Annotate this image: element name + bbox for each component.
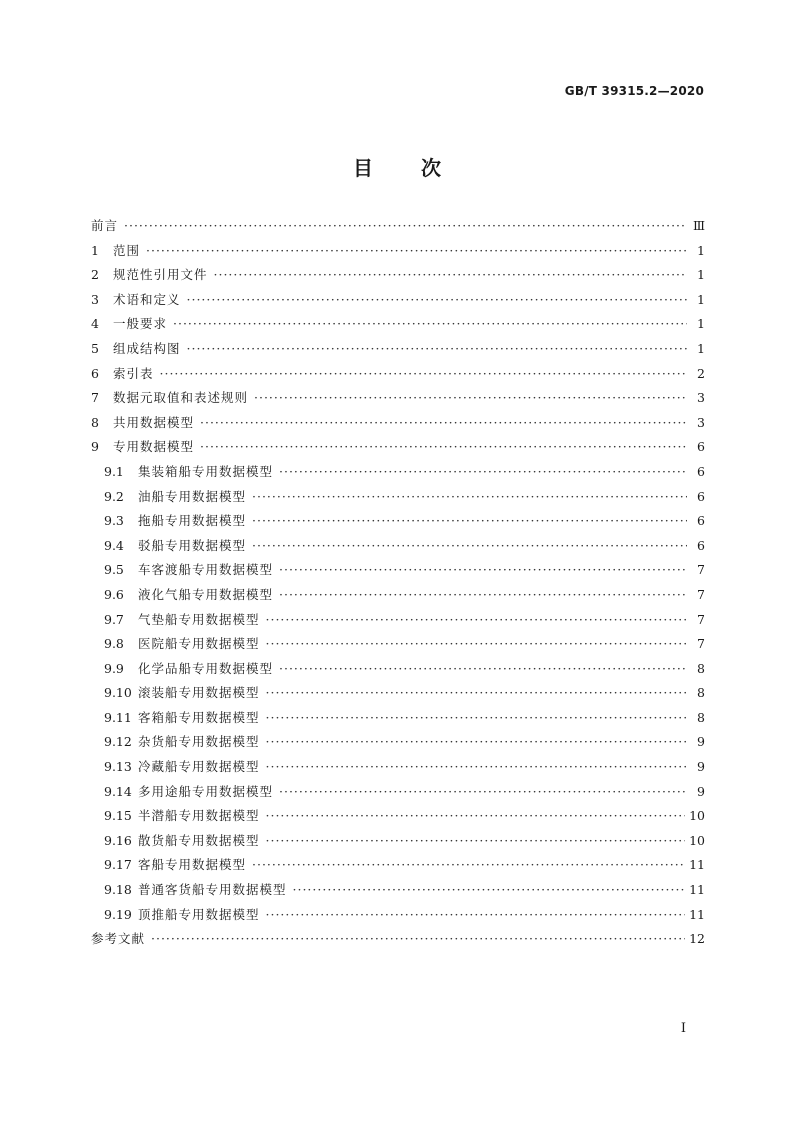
toc-leader-dots <box>266 755 687 780</box>
toc-entry-number: 9.18 <box>104 882 132 898</box>
toc-entry[interactable] <box>91 558 705 583</box>
toc-entry-label: 杂货船专用数据模型 <box>138 734 260 750</box>
toc-entry[interactable] <box>91 755 705 780</box>
toc-entry-page: 1 <box>697 291 705 307</box>
toc-entry-number: 1 <box>91 242 99 258</box>
toc-entry-number: 9 <box>91 439 99 455</box>
toc-entry-page: 11 <box>689 882 705 898</box>
toc-entry-label: 范围 <box>113 242 141 258</box>
toc-entry-label: 化学品船专用数据模型 <box>138 660 274 676</box>
toc-entry-number: 9.1 <box>104 463 124 479</box>
toc-leader-dots <box>146 239 687 264</box>
toc-entry[interactable] <box>91 903 705 928</box>
toc-entry-number: 9.14 <box>104 783 132 799</box>
toc-entry-label: 客船专用数据模型 <box>138 857 247 873</box>
toc-entry-number: 9.6 <box>104 586 124 602</box>
toc-entry[interactable] <box>91 927 705 952</box>
toc-entry-number: 9.8 <box>104 636 124 652</box>
toc-entry[interactable] <box>91 485 705 510</box>
page-title-char-1: 目 <box>353 156 373 180</box>
toc-leader-dots <box>252 485 687 510</box>
toc-leader-dots <box>266 730 687 755</box>
toc-entry[interactable] <box>91 583 705 608</box>
toc-entry-page: 9 <box>697 783 705 799</box>
toc-entry[interactable] <box>91 804 705 829</box>
toc-entry-number: 9.4 <box>104 537 124 553</box>
toc-entry-number: 9.2 <box>104 488 124 504</box>
toc-entry[interactable] <box>91 509 705 534</box>
toc-entry-label: 数据元取值和表述规则 <box>113 390 249 406</box>
toc-entry[interactable] <box>91 681 705 706</box>
toc-entry-label: 油船专用数据模型 <box>138 488 247 504</box>
toc-entry-label: 规范性引用文件 <box>113 267 208 283</box>
toc-leader-dots <box>266 706 687 731</box>
toc-entry-number: 4 <box>91 316 99 332</box>
standard-code: GB/T 39315.2—2020 <box>564 84 704 98</box>
toc-entry-page: 8 <box>697 685 705 701</box>
toc-leader-dots <box>266 829 686 854</box>
toc-entry-label: 顶推船专用数据模型 <box>138 906 260 922</box>
toc-entry-page: 11 <box>689 857 705 873</box>
toc-entry-label: 半潜船专用数据模型 <box>138 808 260 824</box>
toc-entry-label: 参考文献 <box>91 931 146 947</box>
toc-entry-label: 索引表 <box>113 365 154 381</box>
toc-leader-dots <box>293 878 686 903</box>
toc-entry-page: 6 <box>697 463 705 479</box>
toc-entry-label: 滚装船专用数据模型 <box>138 685 260 701</box>
toc-entry-page: 1 <box>697 267 705 283</box>
toc-leader-dots <box>266 681 687 706</box>
toc-entry-number: 9.17 <box>104 857 132 873</box>
toc-entry-number: 2 <box>91 267 99 283</box>
toc-entry-number: 9.9 <box>104 660 124 676</box>
toc-entry-number: 9.12 <box>104 734 132 750</box>
toc-entry-label: 散货船专用数据模型 <box>138 832 260 848</box>
toc-entry-page: 9 <box>697 759 705 775</box>
toc-entry-number: 7 <box>91 390 99 406</box>
toc-entry-page: 7 <box>697 611 705 627</box>
toc-entry-number: 6 <box>91 365 99 381</box>
toc-entry-page: 7 <box>697 586 705 602</box>
toc-entry-number: 9.11 <box>104 709 132 725</box>
toc-leader-dots <box>124 214 687 239</box>
toc-leader-dots <box>279 583 687 608</box>
toc-entry-page: 1 <box>697 340 705 356</box>
toc-entry-number: 9.15 <box>104 808 132 824</box>
toc-entry-label: 普通客货船专用数据模型 <box>138 882 287 898</box>
toc-entry-number: 3 <box>91 291 99 307</box>
page-number: I <box>680 1021 686 1036</box>
table-of-contents <box>91 214 705 952</box>
toc-entry-page: 1 <box>697 316 705 332</box>
toc-entry-number: 9.16 <box>104 832 132 848</box>
toc-entry-page: 8 <box>697 709 705 725</box>
toc-leader-dots <box>200 435 687 460</box>
toc-entry-page: 8 <box>697 660 705 676</box>
toc-entry-page: 6 <box>697 439 705 455</box>
toc-entry-label: 术语和定义 <box>113 291 181 307</box>
toc-entry[interactable] <box>91 362 705 387</box>
toc-leader-dots <box>151 927 685 952</box>
toc-entry-label: 气垫船专用数据模型 <box>138 611 260 627</box>
toc-entry-number: 9.19 <box>104 906 132 922</box>
toc-entry[interactable] <box>91 239 705 264</box>
toc-entry[interactable] <box>91 263 705 288</box>
toc-leader-dots <box>266 632 687 657</box>
toc-entry-number: 5 <box>91 340 99 356</box>
toc-entry[interactable] <box>91 730 705 755</box>
toc-entry-label: 多用途船专用数据模型 <box>138 783 274 799</box>
toc-entry[interactable] <box>91 829 705 854</box>
toc-entry[interactable] <box>91 214 705 239</box>
toc-entry-label: 车客渡船专用数据模型 <box>138 562 274 578</box>
toc-entry-label: 医院船专用数据模型 <box>138 636 260 652</box>
toc-entry-page: 9 <box>697 734 705 750</box>
toc-entry[interactable] <box>91 288 705 313</box>
toc-leader-dots <box>187 337 687 362</box>
toc-leader-dots <box>252 534 687 559</box>
toc-entry-label: 拖船专用数据模型 <box>138 513 247 529</box>
toc-leader-dots <box>200 411 687 436</box>
toc-leader-dots <box>254 386 687 411</box>
page-title-char-2: 次 <box>421 156 441 180</box>
toc-entry-label: 冷藏船专用数据模型 <box>138 759 260 775</box>
toc-leader-dots <box>252 509 687 534</box>
toc-entry[interactable] <box>91 853 705 878</box>
toc-entry-number: 8 <box>91 414 99 430</box>
toc-leader-dots <box>252 853 685 878</box>
toc-leader-dots <box>214 263 687 288</box>
toc-entry[interactable] <box>91 780 705 805</box>
toc-entry[interactable] <box>91 608 705 633</box>
toc-entry-label: 液化气船专用数据模型 <box>138 586 274 602</box>
toc-entry-label: 一般要求 <box>113 316 168 332</box>
toc-entry-number: 9.7 <box>104 611 124 627</box>
toc-entry-label: 驳船专用数据模型 <box>138 537 247 553</box>
toc-leader-dots <box>279 657 687 682</box>
toc-leader-dots <box>266 608 687 633</box>
toc-entry-page: 7 <box>697 636 705 652</box>
toc-entry-page: 3 <box>697 390 705 406</box>
toc-entry-page: 12 <box>689 931 705 947</box>
toc-entry-page: 3 <box>697 414 705 430</box>
toc-entry[interactable] <box>91 657 705 682</box>
toc-entry-page: Ⅲ <box>692 218 705 233</box>
toc-entry[interactable] <box>91 534 705 559</box>
toc-entry[interactable] <box>91 632 705 657</box>
toc-entry-page: 11 <box>689 906 705 922</box>
page-title <box>0 152 794 181</box>
toc-entry[interactable] <box>91 312 705 337</box>
toc-leader-dots <box>279 780 687 805</box>
toc-entry-number: 9.3 <box>104 513 124 529</box>
toc-leader-dots <box>187 288 687 313</box>
toc-leader-dots <box>279 460 687 485</box>
toc-leader-dots <box>279 558 687 583</box>
toc-entry-page: 7 <box>697 562 705 578</box>
toc-entry-page: 10 <box>689 832 705 848</box>
toc-leader-dots <box>173 312 687 337</box>
toc-entry-label: 组成结构图 <box>113 340 181 356</box>
toc-leader-dots <box>266 804 686 829</box>
toc-entry-page: 6 <box>697 537 705 553</box>
toc-leader-dots <box>160 362 687 387</box>
toc-entry[interactable] <box>91 435 705 460</box>
toc-entry[interactable] <box>91 460 705 485</box>
toc-entry[interactable] <box>91 706 705 731</box>
toc-entry-label: 专用数据模型 <box>113 439 195 455</box>
toc-entry-number: 9.13 <box>104 759 132 775</box>
toc-entry-label: 前言 <box>91 218 119 233</box>
toc-entry-page: 10 <box>689 808 705 824</box>
toc-entry[interactable] <box>91 411 705 436</box>
toc-entry-page: 1 <box>697 242 705 258</box>
toc-entry-number: 9.10 <box>104 685 132 701</box>
toc-entry-page: 6 <box>697 488 705 504</box>
toc-entry-page: 6 <box>697 513 705 529</box>
toc-entry[interactable] <box>91 386 705 411</box>
toc-entry-label: 客箱船专用数据模型 <box>138 709 260 725</box>
toc-entry-label: 共用数据模型 <box>113 414 195 430</box>
toc-entry[interactable] <box>91 878 705 903</box>
toc-entry-label: 集装箱船专用数据模型 <box>138 463 274 479</box>
toc-entry[interactable] <box>91 337 705 362</box>
toc-leader-dots <box>266 903 686 928</box>
toc-entry-page: 2 <box>697 365 705 381</box>
toc-entry-number: 9.5 <box>104 562 124 578</box>
